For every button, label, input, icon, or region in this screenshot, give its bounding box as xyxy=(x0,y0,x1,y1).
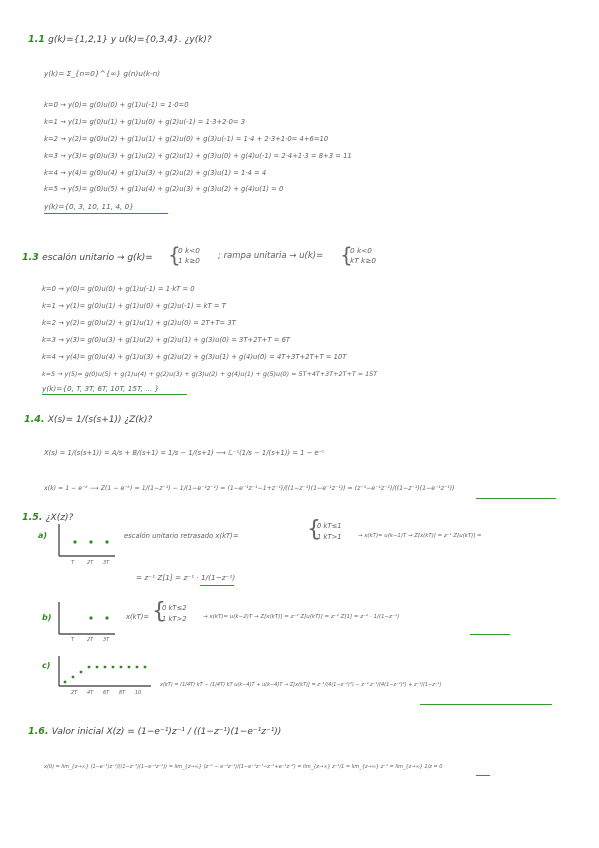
tick-label: 8T xyxy=(119,690,126,696)
sample-point xyxy=(88,666,91,669)
section-number: 1.6. xyxy=(28,726,49,737)
calc-line-k4: k=4 → y(4)= g(0)u(4) + g(1)u(3) + g(2)u(2) + g(3)u(1) + g(4)u(0) = 4T+3T+2T+T = 10T xyxy=(42,353,347,361)
section-title-b: ; rampa unitaria → u(k)= xyxy=(218,251,324,261)
tick-label: 2T xyxy=(87,560,94,566)
part-b-label: b) xyxy=(42,613,52,622)
tick-label: 10 xyxy=(135,690,142,696)
part-b-text: x(kT)= xyxy=(126,613,150,621)
case-b1: 0 kT≤2 xyxy=(162,604,187,612)
section-title-a: escalón unitario → g(k)= xyxy=(42,253,153,263)
section-1-3-heading xyxy=(22,252,153,264)
sample-point xyxy=(89,540,92,543)
part-a-label: a) xyxy=(38,531,48,540)
section-1-4-heading xyxy=(24,414,152,426)
calc-line-k4: k=4 → y(4)= g(0)u(4) + g(1)u(3) + g(2)u(2) + g(3)u(1) = 1·4 = 4 xyxy=(44,169,267,177)
result-underline xyxy=(420,704,552,705)
sample-point xyxy=(73,540,76,543)
section-title: Valor inicial X(z) = (1−e⁻¹)z⁻¹ / ((1−z⁻¹)(1−e⁻¹z⁻¹)) xyxy=(51,727,282,737)
notes-page: 1.1 g(k)={1,2,1} y u(k)={0,3,4}. ¿y(k)? y(k)= Σ_{n=0}^{∞} g(n)u(k-n) k=0 → y(0)= g(0)u(0) + g(1)u(-1) = 1·0=0 k=1 → y(1)= g(0)u(1) + g(1)u(0) + g(2)u(-1) = 1·3+2·0= 3 k=2 → y(2)= g(0)u(2) + g(1)u(1) + g(2)u(0) + g(3)u(-1) = 1·4 + 2·3+1·0= 4+6=10 k=3 → y(3)= g(0)u(3) + g(1)u(2) + g(2)u(1) + g(3)u(0) + g(4)u(-1) = 2·4+1·3 = 8+3 = 11 k=4 → y(4)= g(0)u(4) + g(1)u(3) + g(2)u(2) + g(3)u(1) = 1·4 = 4 k=5 → y(5)= g(0)u(5) + g(1)u(4) + g(2)u(3) + g(3)u(2) + g(4)u(1) = 0 y(k)={0, 3, 10, 11, 4, 0} 1.3 escalón unitario → g(k)= { 0 k<0 1 k≥0 ; rampa unitaria → u(k)= { 0 k<0 kT k≥0 k=0 → y(0)= g(0)u(0) + g(1)u(-1) = 1·kT = 0 k=1 → y(1)= g(0)u(1) + g(1)u(0) + g(2)u(-1) = kT = T k=2 → y(2)= g(0)u(2) + g(1)u(1) + g(2)u(0) = 2T+T= 3T k=3 → y(3)= g(0)u(3) + g(1)u(2) + g(2)u(1) + g(3)u(0) = 3T+2T+T = 6T k=4 → y(4)= g(0)u(4) + g(1)u(3) + g(2)u(2) + g(3)u(1) + g(4)u(0) = 4T+3T+2T+T = 10T k=5 → y(5)= g(0)u(5) + g(1)u(4) + g(2)u(3) + g(3)u(2) + g(4)u(1) + g(5)u(0) = 5T+4T+3T+2T+T = 15T y(k)={0, T, 3T, 6T, 10T, 15T, ... } 1.4. X(s)= 1/(s(s+1)) ¿Z(k)? X(s) = 1/(s(s+1)) = A/s + B/(s+1) = 1/s − 1/(s+1) ⟶ ℒ⁻¹(1/s − 1/(s+1)) = 1 − e⁻ᵗ x(k) = 1 − e⁻ᵏ ⟶ Z(1 − e⁻ᵏ) = 1/(1−z⁻¹) − 1/(1−e⁻¹z⁻¹) = (1−e⁻¹z⁻¹−1+z⁻¹)/((1−z⁻¹)(1−e⁻¹z⁻¹)) = (z⁻¹−e⁻¹z⁻¹)/((1−z⁻¹)(1−e⁻¹z⁻¹)) 1.5. ¿X(z)? a) T 2T 3T escalón unitario retrasado x(kT)= { 0 kT≤1 1 kT>1 → x(kT)= u(k−1)T → Z[x(kT)] = z⁻¹ Z[u(kT)] = = z⁻¹ Z[1] = z⁻¹ · 1/(1−z⁻¹) b) T 2T 3T x(kT)= { 0 kT≤2 1 kT>2 → x(kT)= u(k−2)T → Z[x(kT)] = z⁻² Z[u(kT)] = z⁻² Z[1] = z⁻² · 1/(1−z⁻¹) c) 2T 4T 6T 8T 10 x(kT) = (1/4T) kT − (1/4T) kT u(k−4)T + u(k−4)T → Z[x(kT)] = z⁻¹/(4(1−z⁻¹)²) − z⁻⁴ z⁻¹/(4(1−z⁻¹)²) + z⁻⁴/(1−z⁻¹) 1.6. Valor inicial X(z) = (1−e⁻¹)z⁻¹ / ((1−z⁻¹)(1−e⁻¹z⁻¹)) x(0) = lim_{z→∞} (1−e⁻¹)z⁻¹/((1−z⁻¹)(1−e⁻¹z⁻¹)) = lim_{z→∞} (z⁻¹ − e⁻¹z⁻¹)/(1−e⁻¹z⁻¹−z⁻¹+e⁻¹z⁻²) = lim_{z→∞} z⁻¹/1 = lim_{z→∞} z⁻¹ = lim_{z→∞} 1/z = 0 xyxy=(0,0,599,848)
result-underline xyxy=(44,213,168,214)
part-a-line2: = z⁻¹ Z[1] = z⁻¹ · 1/(1−z⁻¹) xyxy=(136,573,236,582)
calc-line-k0: k=0 → y(0)= g(0)u(0) + g(1)u(-1) = 1·kT = 0 xyxy=(42,285,195,293)
tick-label: 2T xyxy=(71,690,78,696)
part-a-rest: → x(kT)= u(k−1)T → Z[x(kT)] = z⁻¹ Z[u(kT)] = xyxy=(358,533,482,539)
section-title: g(k)={1,2,1} y u(k)={0,3,4}. ¿y(k)? xyxy=(48,35,212,45)
sample-point xyxy=(72,676,75,679)
section-number: 1.1 xyxy=(28,34,45,45)
section-number: 1.3 xyxy=(22,252,39,263)
sample-point xyxy=(136,666,139,669)
calc-line-k1: k=1 → y(1)= g(0)u(1) + g(1)u(0) + g(2)u(-1) = kT = T xyxy=(42,302,226,310)
sample-point xyxy=(105,616,108,619)
tick-label: 4T xyxy=(87,690,94,696)
laplace-line: X(s) = 1/(s(s+1)) = A/s + B/(s+1) = 1/s − 1/(s+1) ⟶ ℒ⁻¹(1/s − 1/(s+1)) = 1 − e⁻ᵗ xyxy=(44,449,325,457)
sample-point xyxy=(144,666,147,669)
tick-label: 2T xyxy=(87,637,94,643)
calc-line-k3: k=3 → y(3)= g(0)u(3) + g(1)u(2) + g(2)u(1) + g(3)u(0) + g(4)u(-1) = 2·4+1·3 = 8+3 = 11 xyxy=(44,152,352,160)
z-transform-line: x(k) = 1 − e⁻ᵏ ⟶ Z(1 − e⁻ᵏ) = 1/(1−z⁻¹) − 1/(1−e⁻¹z⁻¹) = (1−e⁻¹z⁻¹−1+z⁻¹)/((1−z⁻¹)(1−e⁻¹z⁻¹)) = (z⁻¹−e⁻¹z⁻¹)/((1−z⁻¹)(1−e⁻¹z⁻¹)) xyxy=(44,485,455,492)
tick-label: 3T xyxy=(103,560,110,566)
section-1-1-heading xyxy=(28,34,212,46)
case-b1: 0 k<0 xyxy=(350,246,372,255)
calc-line-k2: k=2 → y(2)= g(0)u(2) + g(1)u(1) + g(2)u(0) = 2T+T= 3T xyxy=(42,319,236,327)
section-number: 1.5. xyxy=(22,512,43,523)
case-b2: 1 kT>2 xyxy=(162,615,187,623)
sample-point xyxy=(96,666,99,669)
result-line: y(k)={0, T, 3T, 6T, 10T, 15T, ... } xyxy=(42,384,160,393)
case-a2: 1 k≥0 xyxy=(178,256,200,265)
result-underline xyxy=(200,585,234,586)
plot-c xyxy=(55,654,155,692)
result-line: y(k)={0, 3, 10, 11, 4, 0} xyxy=(44,202,134,211)
sample-point xyxy=(128,666,131,669)
case-a2: 1 kT>1 xyxy=(317,533,342,541)
tick-label: 6T xyxy=(103,690,110,696)
initial-value-line: x(0) = lim_{z→∞} (1−e⁻¹)z⁻¹/((1−z⁻¹)(1−e⁻¹z⁻¹)) = lim_{z→∞} (z⁻¹ − e⁻¹z⁻¹)/(1−e⁻¹z⁻¹−z⁻¹+e⁻¹z⁻²) = lim_{z→∞} z⁻¹/1 = lim_{z→∞} z⁻¹ = lim_{z→∞} 1/z = 0 xyxy=(44,764,443,770)
calc-line-k1: k=1 → y(1)= g(0)u(1) + g(1)u(0) + g(2)u(-1) = 1·3+2·0= 3 xyxy=(44,118,246,126)
result-underline xyxy=(42,394,187,395)
sample-point xyxy=(112,666,115,669)
part-a-text: escalón unitario retrasado x(kT)= xyxy=(124,532,239,540)
calc-line-k0: k=0 → y(0)= g(0)u(0) + g(1)u(-1) = 1·0=0 xyxy=(44,101,189,109)
sample-point xyxy=(120,666,123,669)
result-underline xyxy=(476,498,556,499)
calc-line-k2: k=2 → y(2)= g(0)u(2) + g(1)u(1) + g(2)u(0) + g(3)u(-1) = 1·4 + 2·3+1·0= 4+6=10 xyxy=(44,135,329,143)
part-c-label: c) xyxy=(42,661,51,670)
convolution-formula: y(k)= Σ_{n=0}^{∞} g(n)u(k-n) xyxy=(44,69,161,78)
section-title: X(s)= 1/(s(s+1)) ¿Z(k)? xyxy=(47,415,153,425)
calc-line-k3: k=3 → y(3)= g(0)u(3) + g(1)u(2) + g(2)u(1) + g(3)u(0) = 3T+2T+T = 6T xyxy=(42,336,291,344)
calc-line-k5: k=5 → y(5)= g(0)u(5) + g(1)u(4) + g(2)u(3) + g(3)u(2) + g(4)u(1) = 0 xyxy=(44,185,284,193)
result-underline xyxy=(476,775,490,776)
case-a1: 0 kT≤1 xyxy=(317,522,342,530)
tick-label: 3T xyxy=(103,637,110,643)
sample-point xyxy=(89,616,92,619)
sample-point xyxy=(64,681,67,684)
result-underline xyxy=(470,634,510,635)
section-title: ¿X(z)? xyxy=(45,513,74,523)
sample-point xyxy=(104,666,107,669)
section-number: 1.4. xyxy=(24,414,45,425)
sample-point xyxy=(80,671,83,674)
case-b2: kT k≥0 xyxy=(350,256,376,265)
tick-label: T xyxy=(71,637,75,643)
section-1-6-heading xyxy=(28,726,281,738)
sample-point xyxy=(105,540,108,543)
part-c-text: x(kT) = (1/4T) kT − (1/4T) kT u(k−4)T + u(k−4)T → Z[x(kT)] = z⁻¹/(4(1−z⁻¹)²) − z⁻⁴ z⁻¹/(4(1−z⁻¹)²) + z⁻⁴/(1−z⁻¹) xyxy=(160,682,442,688)
calc-line-k5: k=5 → y(5)= g(0)u(5) + g(1)u(4) + g(2)u(3) + g(3)u(2) + g(4)u(1) + g(5)u(0) = 5T+4T+3T+2T+T = 15T xyxy=(42,370,378,378)
case-a1: 0 k<0 xyxy=(178,246,200,255)
part-b-rest: → x(kT)= u(k−2)T → Z[x(kT)] = z⁻² Z[u(kT)] = z⁻² Z[1] = z⁻² · 1/(1−z⁻¹) xyxy=(203,614,400,620)
tick-label: T xyxy=(71,560,75,566)
